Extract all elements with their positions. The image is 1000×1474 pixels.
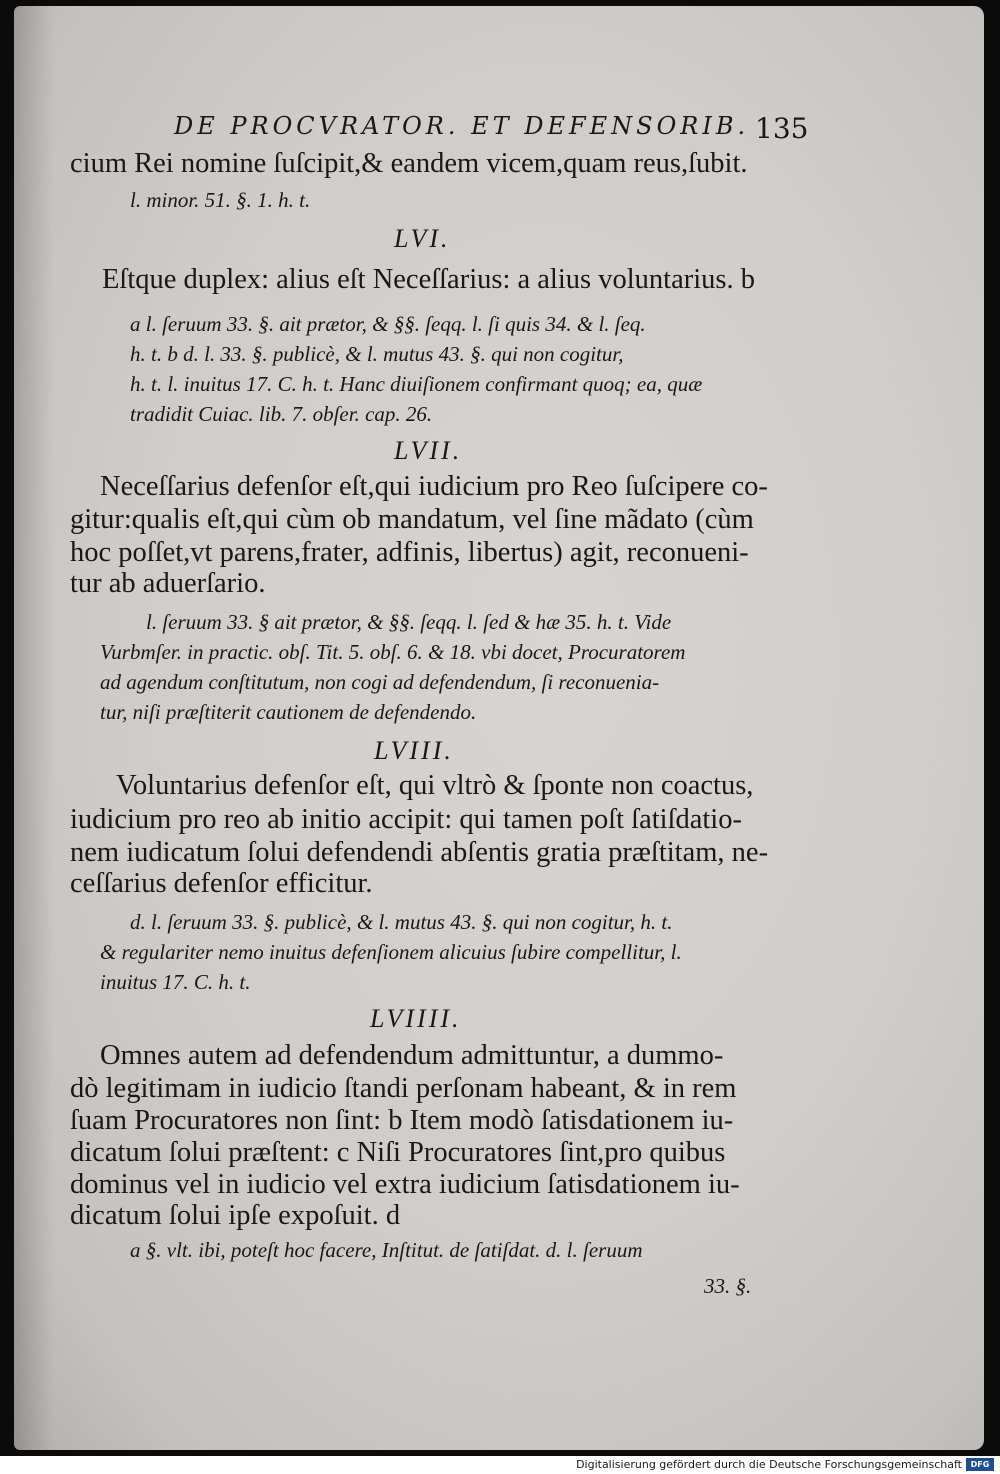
text-line: Voluntarius defenſor eſt, qui vltrò & ſponte non coactus, [116,770,754,801]
text-line: ceſſarius defenſor efficitur. [70,868,373,899]
section-heading: LVII. [394,436,463,465]
text-line: Eſtque duplex: alius eſt Neceſſarius: a alius voluntarius. b [102,264,755,295]
note-line: inuitus 17. C. h. t. [100,970,251,994]
text-line: ſuam Procuratores non ſint: b Item modò ſatisdationem iu- [70,1105,734,1136]
text-line: gitur:qualis eſt,qui cùm ob mandatum, vel ſine mãdato (cùm [70,504,754,535]
note-line: h. t. l. inuitus 17. C. h. t. Hanc diuiſionem confirmant quoq; ea, quæ [130,372,703,396]
note-line: tradidit Cuiac. lib. 7. obſer. cap. 26. [130,402,433,426]
note-line: d. l. ſeruum 33. §. publicè, & l. mutus 43. §. qui non cogitur, h. t. [130,910,673,934]
dfg-logo: DFG [966,1458,994,1471]
text-line: nem iudicatum ſolui defendendi abſentis gratia præſtitam, ne- [70,837,769,868]
note-line: tur, niſi præſtiterit cautionem de defendendo. [100,700,477,724]
section-heading: LVIII. [374,736,454,765]
text-line: hoc poſſet,vt parens,frater, adfinis, libertus) agit, reconueni- [70,537,749,568]
footer-bar [0,1456,1000,1474]
text-line: dò legitimam in iudicio ſtandi perſonam habeant, & in rem [70,1073,737,1104]
note-line: ad agendum conſtitutum, non cogi ad defendendum, ſi reconuenia- [100,670,660,694]
text-line: dominus vel in iudicio vel extra iudicium ſatisdationem iu- [70,1169,740,1200]
text-line: dicatum ſolui præſtent: c Niſi Procuratores ſint,pro quibus [70,1137,726,1168]
funding-notice: Digitalisierung gefördert durch die Deutsche Forschungsgemeinschaft [576,1458,962,1471]
book-page [14,6,984,1450]
section-heading: LVIIII. [370,1004,462,1033]
text-line: tur ab aduerſario. [70,568,266,599]
note-line: h. t. b d. l. 33. §. publicè, & l. mutus 43. §. qui non cogitur, [130,342,624,366]
note-line: a §. vlt. ibi, poteſt hoc facere, Inſtitut. de ſatiſdat. d. l. ſeruum [130,1238,643,1262]
page-number: 135 [755,112,809,145]
text-line: Omnes autem ad defendendum admittuntur, a dummo- [100,1040,724,1071]
note-line: Vurbmſer. in practic. obſ. Tit. 5. obſ. 6. & 18. vbi docet, Procuratorem [100,640,686,664]
note-line: 33. §. [704,1274,752,1298]
text-line: dicatum ſolui ipſe expoſuit. d [70,1200,401,1231]
note-line: l. ſeruum 33. § ait prætor, & §§. ſeqq. l. ſed & hæ 35. h. t. Vide [146,610,672,634]
section-heading: LVI. [394,224,451,253]
note-line: l. minor. 51. §. 1. h. t. [130,188,311,212]
text-line: iudicium pro reo ab initio accipit: qui tamen poſt ſatiſdatio- [70,804,742,835]
running-title: DE PROCVRATOR. ET DEFENSORIB. [174,112,750,140]
note-line: a l. ſeruum 33. §. ait prætor, & §§. ſeqq. l. ſi quis 34. & l. ſeq. [130,312,646,336]
note-line: & regulariter nemo inuitus defenſionem alicuius ſubire compellitur, l. [100,940,682,964]
text-line: cium Rei nomine ſuſcipit,& eandem vicem,quam reus,ſubit. [70,148,748,179]
text-line: Neceſſarius defenſor eſt,qui iudicium pro Reo ſuſcipere co- [100,471,768,502]
